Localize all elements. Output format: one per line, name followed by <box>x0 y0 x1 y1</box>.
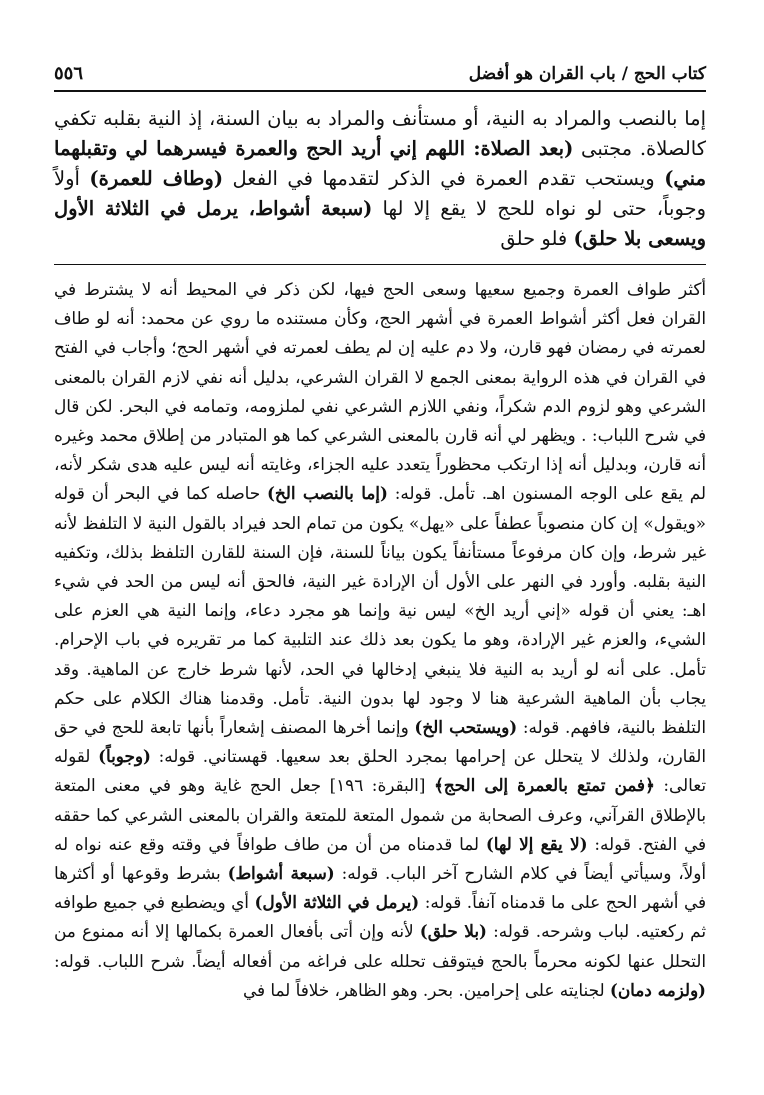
bold-quote: (بعد الصلاة: اللهم إني أريد الحج والعمرة فيسرهما لي وتقبلهما مني) <box>54 137 707 190</box>
text-run: [البقرة: ١٩٦] جعل الحج غاية وهو في معنى المتعة بالإطلاق القرآني، وعرف الصحابة من شمول المتعة للمتعة والقران بالمعنى الشرعي كما حققه في الفتح. قوله: <box>54 775 707 854</box>
header-rule <box>54 90 706 92</box>
text-run: فلو حلق <box>500 227 574 250</box>
text-run: لأنه وإن أتى بأفعال العمرة بكمالها إلا أنه ممنوع من التحلل عنها لكونه محرماً بالحج فيتوقف تحلله على فراغه من أفعاله أيضاً. شرح اللباب. قوله: <box>54 921 706 971</box>
bold-quote: (بلا حلق) <box>419 921 487 942</box>
text-run: لما قدمناه من أن من طاف طوافاً في وقته وقع عنه نواه له أولاً، وسيأتي أيضاً في كلام الشارح آخر الباب. قوله: <box>54 833 706 884</box>
text-run: أي ويضطبع في جميع طوافه ثم ركعتيه. لباب وشرحه. قوله: <box>54 892 706 942</box>
text-run: إما بالنصب والمراد به النية، أو مستأنف والمراد به بيان السنة، إذ النية بقلبه تكفي كالصلاة. مجتبى <box>54 107 706 160</box>
bold-quote: (لا يقع إلا لها) <box>485 833 588 854</box>
running-title: كتاب الحج / باب القران هو أفضل <box>468 64 706 84</box>
bold-quote: (إما بالنصب الخ) <box>266 483 388 504</box>
bold-quote: (ويستحب الخ) <box>414 717 518 738</box>
text-run: حاصله كما في البحر أن قوله «ويقول» إن كان منصوباً عطفاً على «يهل» يكون من تمام الحد فيراد بالقول النية لا التلفظ لأنه غير شرط، وإن كان مرفوعاً مستأنفاً يكون بياناً للسنة، فإن السنة للقارن التلفظ بذلك، وتكفيه النية بقلبه. وأورد في النهر على الأول أن الإرادة غير النية، فالحق أنه ليس من الحد في شيء اهـ: يعني أن قوله «إني أريد الخ» ليس نية وإنما هو مجرد دعاء، وإنما النية هي العزم على الشيء، والعزم غير الإرادة، وهو ما يكون بعد ذلك عند التلبية كما مر تقريره في باب الإحرام. تأمل. على أنه لو أريد به النية فلا ينبغي إدخالها في الحد، لأنها شرط خارج عن الماهية. وقد يجاب بأن الماهية الشرعية هنا لا وجود لها بدون النية. تأمل. وقدمنا هناك الكلام على حكم التلفظ بالنية، فافهم. قوله: <box>54 483 706 738</box>
bold-quote: (سبعة أشواط) <box>227 863 335 884</box>
bold-quote: (وجوباً) <box>98 746 151 767</box>
text-run: أكثر طواف العمرة وجميع سعيها وسعى الحج فيها، لكن ذكر في المحيط أنه لا يشترط في القران فعل أكثر أشواط العمرة في أشهر الحج، وكأن مستنده ما روي عن محمد: أنه لو طاف لعمرته في رمضان فهو قارن، ولا دم عليه إن لم يطف لعمرته في أشهر الحج؛ وأجاب في الفتح في القران في هذه الرواية بمعنى الجمع لا القران الشرعي، بدليل أنه نفي لازم القران بالمعنى الشرعي وهو لزوم الدم شكراً، ونفي اللازم الشرعي نفي لملزومه، وتمامه في البحر. لكن قال في شرح اللباب: . ويظهر لي أنه قارن بالمعنى الشرعي كما هو المتبادر من إطلاق محمد وغيره أنه قارن، وبدليل أنه إذا ارتكب محظوراً يتعدد عليه الجزاء، وغايته أنه ليس عليه هدى شكر لأنه، لم يقع على الوجه المسنون اهـ. تأمل. قوله: <box>54 279 706 504</box>
main-paragraph <box>54 104 706 254</box>
commentary-text <box>54 275 706 1005</box>
bold-quote: (ولزمه دمان) <box>609 979 706 1000</box>
page-number: ٥٥٦ <box>54 63 84 84</box>
bold-quote: (يرمل في الثلاثة الأول) <box>254 892 420 913</box>
text-run: ويستحب تقدم العمرة في الذكر لتقدمها في الفعل <box>223 167 665 190</box>
page-header <box>54 50 706 84</box>
bold-quote: (سبعة أشواط، يرمل في الثلاثة الأول ويسعى بلا حلق) <box>54 197 706 250</box>
text-run: لقوله تعالى: <box>54 746 707 796</box>
bold-quote: ﴿فمن تمتع بالعمرة إلى الحج﴾ <box>433 775 655 796</box>
text-run: وإنما أخرها المصنف إشعاراً بأنها تابعة للحج في حق القارن، ولذلك لا يتحلل عن إحرامها بمجرد الحلق بعد سعيها. قهستاني. قوله: <box>54 717 707 767</box>
commentary-paragraph <box>54 275 706 1005</box>
text-run: بشرط وقوعها أو أكثرها في أشهر الحج على ما قدمناه آنفاً. قوله: <box>54 863 707 913</box>
bold-quote: (وطاف للعمرة) <box>89 167 224 190</box>
text-run: لجنايته على إحرامين. بحر. وهو الظاهر، خلافاً لما في <box>243 979 610 1000</box>
main-text <box>54 104 706 254</box>
text-commentary-divider <box>54 264 706 265</box>
text-run: أولاً وجوباً، حتى لو نواه للحج لا يقع إلا لها <box>54 167 706 220</box>
